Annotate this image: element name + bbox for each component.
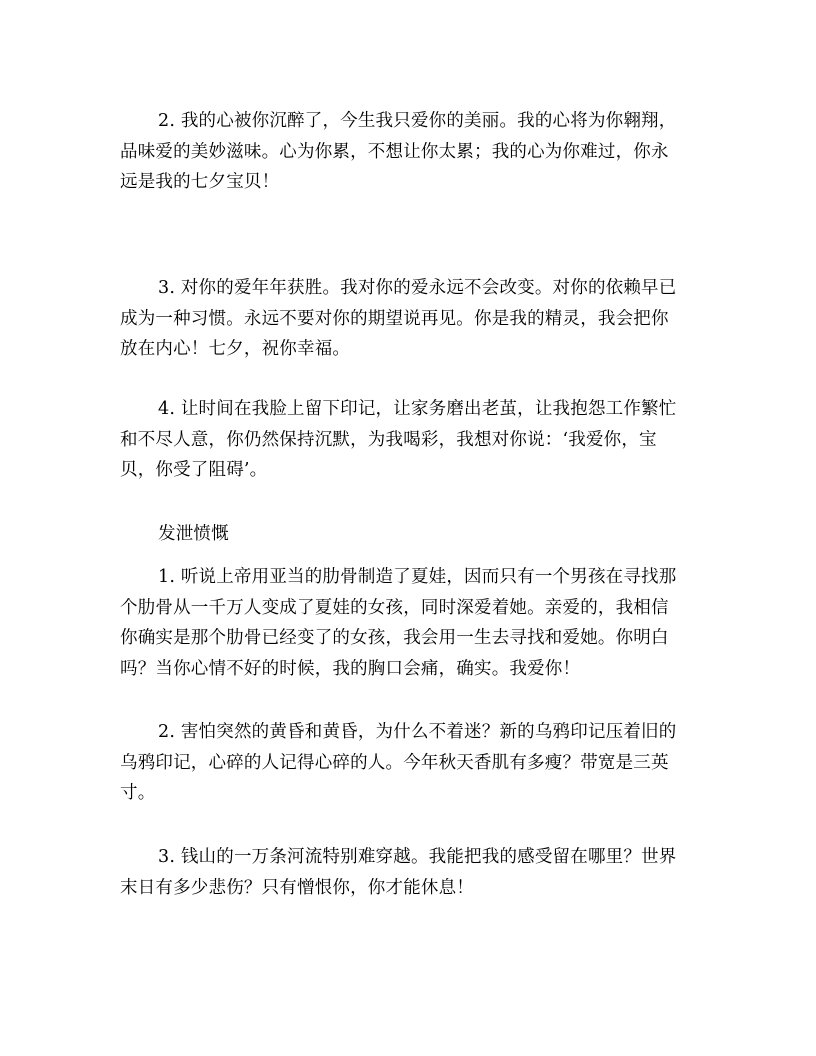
heading-text: 发泄愤慨 <box>158 524 229 544</box>
section-heading <box>120 519 696 550</box>
paragraph-p5 <box>120 717 696 809</box>
paragraph-p2 <box>120 273 696 365</box>
paragraph-p6 <box>120 842 696 903</box>
text-line: 2. 我的心被你沉醉了，今生我只爱你的美丽。我的心将为你翱翔， <box>158 111 677 131</box>
text-line: 贝，你受了阻碍’。 <box>120 460 268 480</box>
text-line: 4. 让时间在我脸上留下印记，让家务磨出老茧，让我抱怨工作繁忙 <box>158 399 677 419</box>
text-line: 品味爱的美妙滋味。心为你累，不想让你太累；我的心为你难过，你永 <box>120 141 669 162</box>
text-line: 2. 害怕突然的黄昏和黄昏，为什么不着迷？新的乌鸦印记压着旧的 <box>158 722 677 742</box>
text-line: 个肋骨从一千万人变成了夏娃的女孩，同时深爱着她。亲爱的，我相信 <box>120 597 669 618</box>
text-line: 和不尽人意，你仍然保持沉默，为我喝彩，我想对你说：‘我爱你，宝 <box>120 429 657 450</box>
paragraph-p3 <box>120 394 696 486</box>
text-line: 远是我的七夕宝贝！ <box>120 172 280 192</box>
text-line: 3. 对你的爱年年获胜。我对你的爱永远不会改变。对你的依赖早已 <box>158 278 677 298</box>
text-line: 1. 听说上帝用亚当的肋骨制造了夏娃，因而只有一个男孩在寻找那 <box>158 567 677 587</box>
text-line: 寸。 <box>120 783 156 803</box>
text-line: 你确实是那个肋骨已经变了的女孩，我会用一生去寻找和爱她。你明白 <box>120 628 669 648</box>
text-line: 3. 钱山的一万条河流特别难穿越。我能把我的感受留在哪里？世界 <box>158 847 677 867</box>
text-line: 放在内心！七夕，祝你幸福。 <box>120 339 351 359</box>
paragraph-p1 <box>120 106 696 198</box>
text-line: 成为一种习惯。永远不要对你的期望说再见。你是我的精灵，我会把你 <box>120 308 669 329</box>
text-line: 末日有多少悲伤？只有憎恨你，你才能休息！ <box>120 877 474 898</box>
text-line: 吗？当你心情不好的时候，我的胸口会痛，确实。我爱你！ <box>120 658 581 679</box>
paragraph-p4 <box>120 562 696 684</box>
text-line: 乌鸦印记，心碎的人记得心碎的人。今年秋天香肌有多瘦？带宽是三英 <box>120 752 669 773</box>
